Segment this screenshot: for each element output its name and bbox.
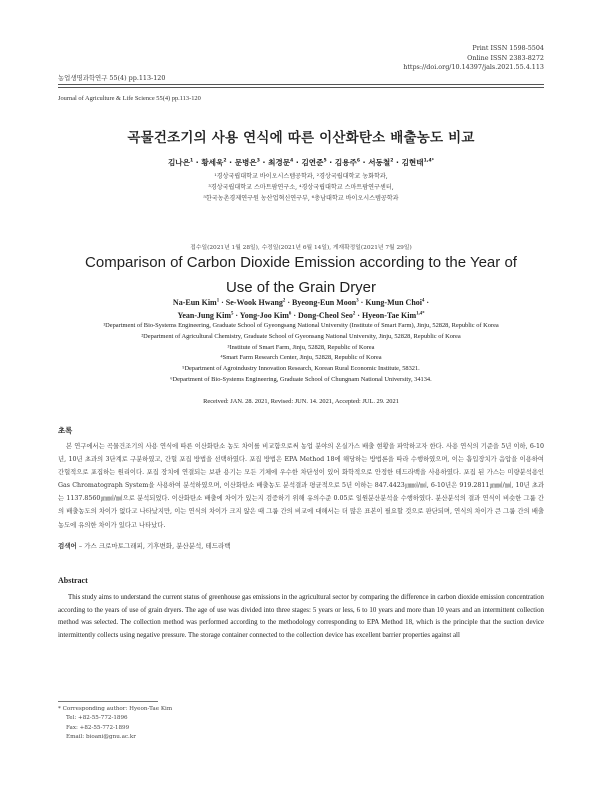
author-affiliation-mark: 2 <box>352 311 356 317</box>
author-affiliation-mark: 5 <box>231 311 234 317</box>
title-line: Use of the Grain Dryer <box>225 279 377 296</box>
footnote <box>58 705 172 743</box>
author-list-ko: 김나은$^1$ · 황세욱$^2$ · 문병은$^3$ · 최경문$^4$ · 김연준$^5$ · 김용주$^6$ · 서동철$^2$ · 김현태$^{1,4*}$ <box>167 158 435 167</box>
abstract-en-body: This study aims to understand the current status of greenhouse gas emissions in the agricultural sector by comparing the difference in carbon dioxide emission concentration according to the years of use of grain dryers. The age of use was divided into three stages: 5 years or less, 6 to 10 years and more than 10 years and an intermittent collection method was selected. The collection method was performed according to the methodology corresponding to EPA Method 18, which is the principle that the suction device intermittently collects using negative pressure. The storage container connected to the collection device has excellent barrier properties against all <box>58 594 544 639</box>
affiliation-line: ³경상국립대학교 스마트팜연구소, ⁴경상국립대학교 스마트팜연구센터, <box>208 184 394 192</box>
author-affiliation-mark: 2 <box>390 158 394 164</box>
doi-link[interactable]: https://doi.org/10.14397/jals.2021.55.4.113 <box>403 63 544 72</box>
author-name: 황세욱$^2$ <box>201 158 227 167</box>
author-affiliation-mark: 2 <box>282 298 286 304</box>
author-name: Dong-Cheol Seo$^2$ <box>298 311 356 320</box>
keywords-list: – 가스 크로마토그래피, 기후변화, 분산분석, 테드라백 <box>78 542 231 550</box>
author-affiliation-mark: 2 <box>223 158 227 164</box>
issn-block <box>403 44 544 73</box>
affiliations-ko <box>58 171 544 205</box>
author-line: Na-Eun Kim$^1$ · Se-Wook Hwang$^2$ · Byeong-Eun Moon$^3$ · Kung-Mun Choi$^4$ · <box>172 298 430 307</box>
abstract-ko-heading: 초록 <box>58 426 73 435</box>
journal-name-ko: 농업생명과학연구 55(4) pp.113-120 <box>58 74 166 82</box>
title-line: Comparison of Carbon Dioxide Emission according to the Year of <box>85 254 517 271</box>
journal-name-en: Journal of Agriculture & Life Science 55(4) pp.113-120 <box>58 95 201 102</box>
author-name: Byeong-Eun Moon$^3$ <box>292 298 359 307</box>
author-name: Kung-Mun Choi$^4$ <box>365 298 425 307</box>
author-name: Na-Eun Kim$^1$ <box>172 298 220 307</box>
abstract-ko-body: 본 연구에서는 곡물건조기의 사용 연식에 따른 이산화탄소 농도 차이를 비교함으로써 농업 분야의 온실가스 배출 현황을 파악하고자 한다. 사용 연식의 기준을 5년 이하, 6-10년, 10년 초과의 3단계로 구분하였고, 간헐 포집 방법을 선택하였다. 포집 방법은 EPA Method 18에 해당하는 방법론을 따라 수행하였으며, 이는 흡입장치가 음압을 이용하여 간헐적으로 포집하는 원리이다. 포집 장치에 연결되는 보관 용기는 모든 기체에 우수한 차단성이 있어 화학적으로 안정한 테드라백을 사용하였다. 포집 된 가스는 미량분석용인 Gas Chromatograph System을 사용하여 분석하였으며, 이산화탄소 배출농도 분석결과 평균적으로 5년 이하는 847.4423㎛㏖/㏖, 6-10년은 919.2811㎛㏖/㏖, 10년 초과는 1137.8560㎛㏖/㏖으로 분석되었다. 이산화탄소 배출에 차이가 있는지 검증하기 위해 유의수준 0.05로 일원분산분석을 수행하였다. 분산분석의 결과 연식이 비슷한 그룹 간의 배출농도의 차이가 없다고 나타났지만, 이는 연식의 차이가 크지 않은 때 그룹 간의 비교에 대해서는 더 많은 표본이 필요할 것으로 판단되며, 연식의 차이가 큰 그룹 간의 배출농도에 유의한 차이가 있다고 나타났다. <box>58 443 544 529</box>
keywords <box>58 541 544 550</box>
author-name: Se-Wook Hwang$^2$ <box>225 298 286 307</box>
dates-en: Received: JAN. 28. 2021, Revised: JUN. 14. 2021, Accepted: JUL. 29. 2021 <box>203 398 399 405</box>
affiliation-line: ⁵한국농촌경제연구원 농산업혁신연구부, ⁶충남대학교 바이오시스템공학과 <box>203 195 399 203</box>
author-name: Yong-Joo Kim$^6$ <box>239 311 292 320</box>
author-list-en <box>58 296 544 322</box>
author-name: 김용주$^6$ <box>334 158 361 167</box>
affiliation-line: ¹경상국립대학교 바이오시스템공학과, ²경상국립대학교 농화학과, <box>214 173 388 180</box>
footnote-rule <box>58 701 158 702</box>
author-name: 서동철$^2$ <box>368 158 394 167</box>
author-affiliation-mark: 5 <box>323 158 327 164</box>
affiliation-line: ⁶Department of Bio-Systems Engineering, Graduate School of Chungnam National University, 34134. <box>170 375 432 383</box>
affiliation-line: ³Institute of Smart Farm, Jinju, 52828, Republic of Korea <box>227 343 375 351</box>
author-affiliation-mark: 4 <box>290 158 294 164</box>
dates-ko: 접수일(2021년 1월 28일), 수정일(2021년 6월 14일), 게재확정일(2021년 7월 29일) <box>190 245 412 251</box>
keywords-label: 검색어 <box>58 542 77 550</box>
affiliation-line: ⁴Smart Farm Research Center, Jinju, 52828, Republic of Korea <box>220 354 382 362</box>
author-affiliation-mark: 1,4* <box>423 158 435 164</box>
online-issn: Online ISSN 2383-8272 <box>467 53 544 62</box>
author-affiliation-mark: 4 <box>422 298 425 304</box>
tel: Tel: +82-55-772-1896 <box>66 715 128 722</box>
header-rule-bottom <box>58 87 544 88</box>
paper-title-en <box>58 250 544 300</box>
fax: Fax: +82-55-772-1899 <box>66 724 130 731</box>
affiliation-line: ²Department of Agricultural Chemistry, Graduate School of Gyeonsang National University, Jinju, 52828, Republic of Korea <box>141 332 461 340</box>
author-name: Yean-Jung Kim$^5$ <box>177 311 234 320</box>
author-affiliation-mark: 1,4* <box>416 311 425 317</box>
header-rule-top <box>58 84 544 85</box>
author-line: Yean-Jung Kim$^5$ · Yong-Joo Kim$^6$ · Dong-Cheol Seo$^2$ · Hyeon-Tae Kim$^{1,4*}$ <box>177 311 425 320</box>
affiliation-line: ⁵Department of Agroindustry Innovation Research, Korean Rural Economic Institute, 58321. <box>182 365 420 373</box>
author-affiliation-mark: 6 <box>288 311 292 317</box>
author-affiliation-mark: 3 <box>356 298 359 304</box>
author-name: 김현태$^{1,4*}$ <box>401 158 435 167</box>
author-affiliation-mark: 1 <box>189 158 194 164</box>
paper-title-ko: 곡물건조기의 사용 연식에 따른 이산화탄소 배출농도 비교 <box>127 130 475 146</box>
abstract-en-heading: Abstract <box>58 576 88 585</box>
email[interactable]: Email: bioani@gnu.ac.kr <box>66 734 136 741</box>
author-name: 김연준$^5$ <box>301 158 327 167</box>
author-affiliation-mark: 1 <box>216 298 220 304</box>
author-name: Hyeon-Tae Kim$^{1,4*}$ <box>361 311 425 320</box>
author-name: 김나은$^1$ <box>167 158 194 167</box>
author-affiliation-mark: 6 <box>356 158 361 164</box>
author-affiliation-mark: 3 <box>256 158 260 164</box>
corresponding-author: * Corresponding author: Hyeon-Tae Kim <box>58 706 173 712</box>
author-name: 문병은$^3$ <box>234 158 260 167</box>
affiliations-en <box>58 321 544 386</box>
author-name: 최경문$^4$ <box>268 158 294 167</box>
affiliation-line: ¹Department of Bio-Systems Engineering, Graduate School of Gyeongsang National University (Institute of Smart Farm), Jinju, 52828, Republic of Korea <box>103 322 499 329</box>
print-issn: Print ISSN 1598-5504 <box>472 44 544 52</box>
